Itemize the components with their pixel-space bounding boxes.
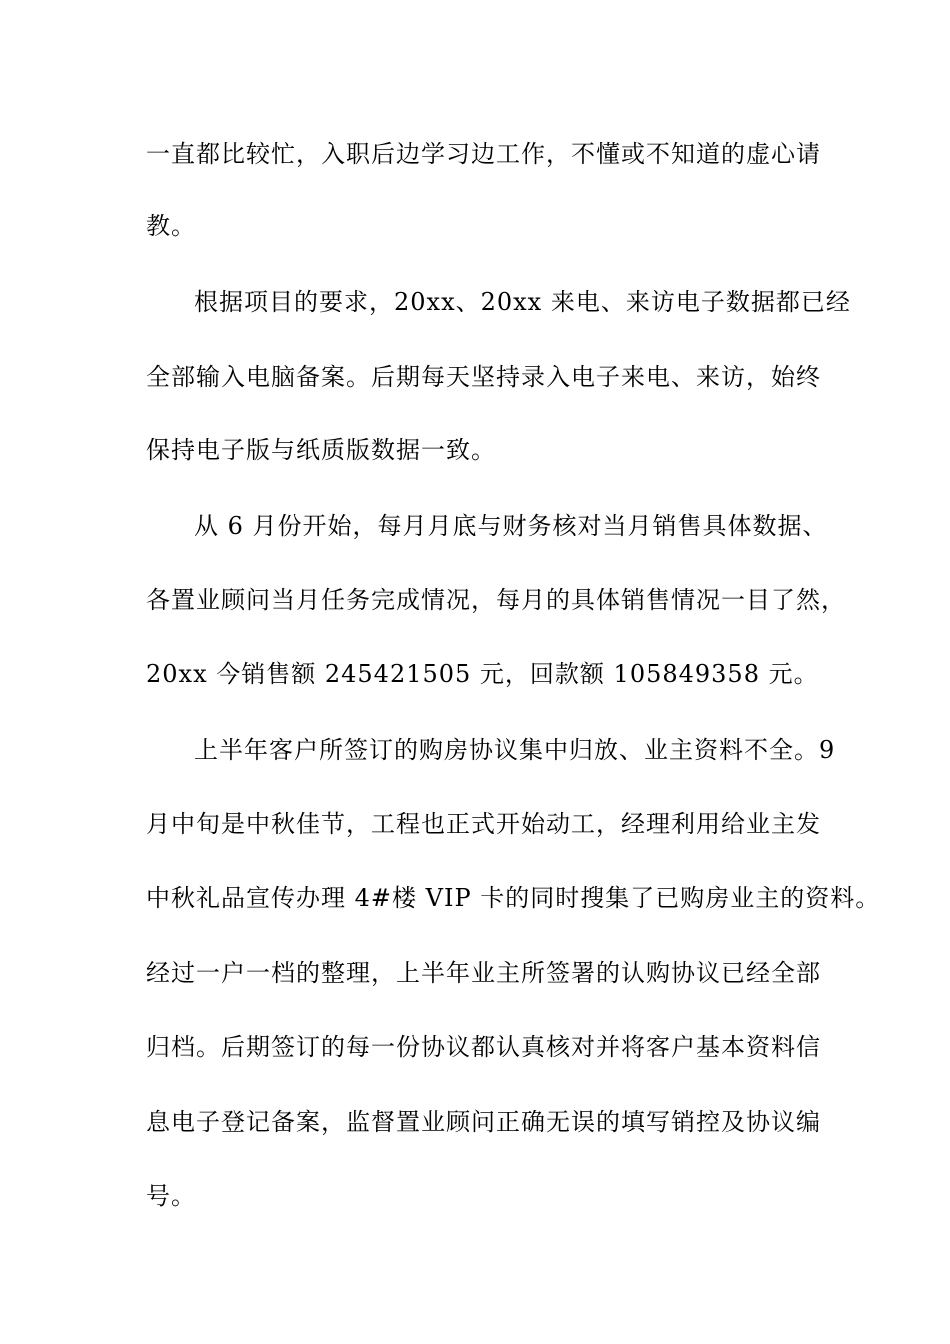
paragraph-1-line-1: 一直都比较忙，入职后边学习边工作，不懂或不知道的虚心请 (146, 140, 821, 168)
paragraph-2-line-1: 根据项目的要求，20xx、20xx 来电、来访电子数据都已经 (194, 288, 851, 316)
paragraph-4-line-3: 中秋礼品宣传办理 4#楼 VIP 卡的同时搜集了已购房业主的资料。 (146, 884, 881, 912)
paragraph-4-line-2: 月中旬是中秋佳节，工程也正式开始动工，经理利用给业主发 (146, 810, 821, 838)
paragraph-4-line-4: 经过一户一档的整理，上半年业主所签署的认购协议已经全部 (146, 959, 821, 987)
paragraph-3-line-1: 从 6 月份开始，每月月底与财务核对当月销售具体数据、 (194, 512, 828, 540)
paragraph-1-line-2: 教。 (146, 212, 196, 240)
paragraph-3-line-2: 各置业顾问当月任务完成情况，每月的具体销售情况一目了然， (146, 586, 846, 614)
paragraph-4-line-7: 号。 (146, 1182, 196, 1210)
paragraph-2-line-2: 全部输入电脑备案。后期每天坚持录入电子来电、来访，始终 (146, 363, 821, 391)
paragraph-3-line-3: 20xx 今销售额 245421505 元，回款额 105849358 元。 (146, 660, 819, 688)
paragraph-2-line-3: 保持电子版与纸质版数据一致。 (146, 436, 496, 464)
paragraph-4-line-5: 归档。后期签订的每一份协议都认真核对并将客户基本资料信 (146, 1033, 821, 1061)
paragraph-4-line-1: 上半年客户所签订的购房协议集中归放、业主资料不全。9 (194, 736, 836, 764)
paragraph-4-line-6: 息电子登记备案，监督置业顾问正确无误的填写销控及协议编 (146, 1108, 821, 1136)
